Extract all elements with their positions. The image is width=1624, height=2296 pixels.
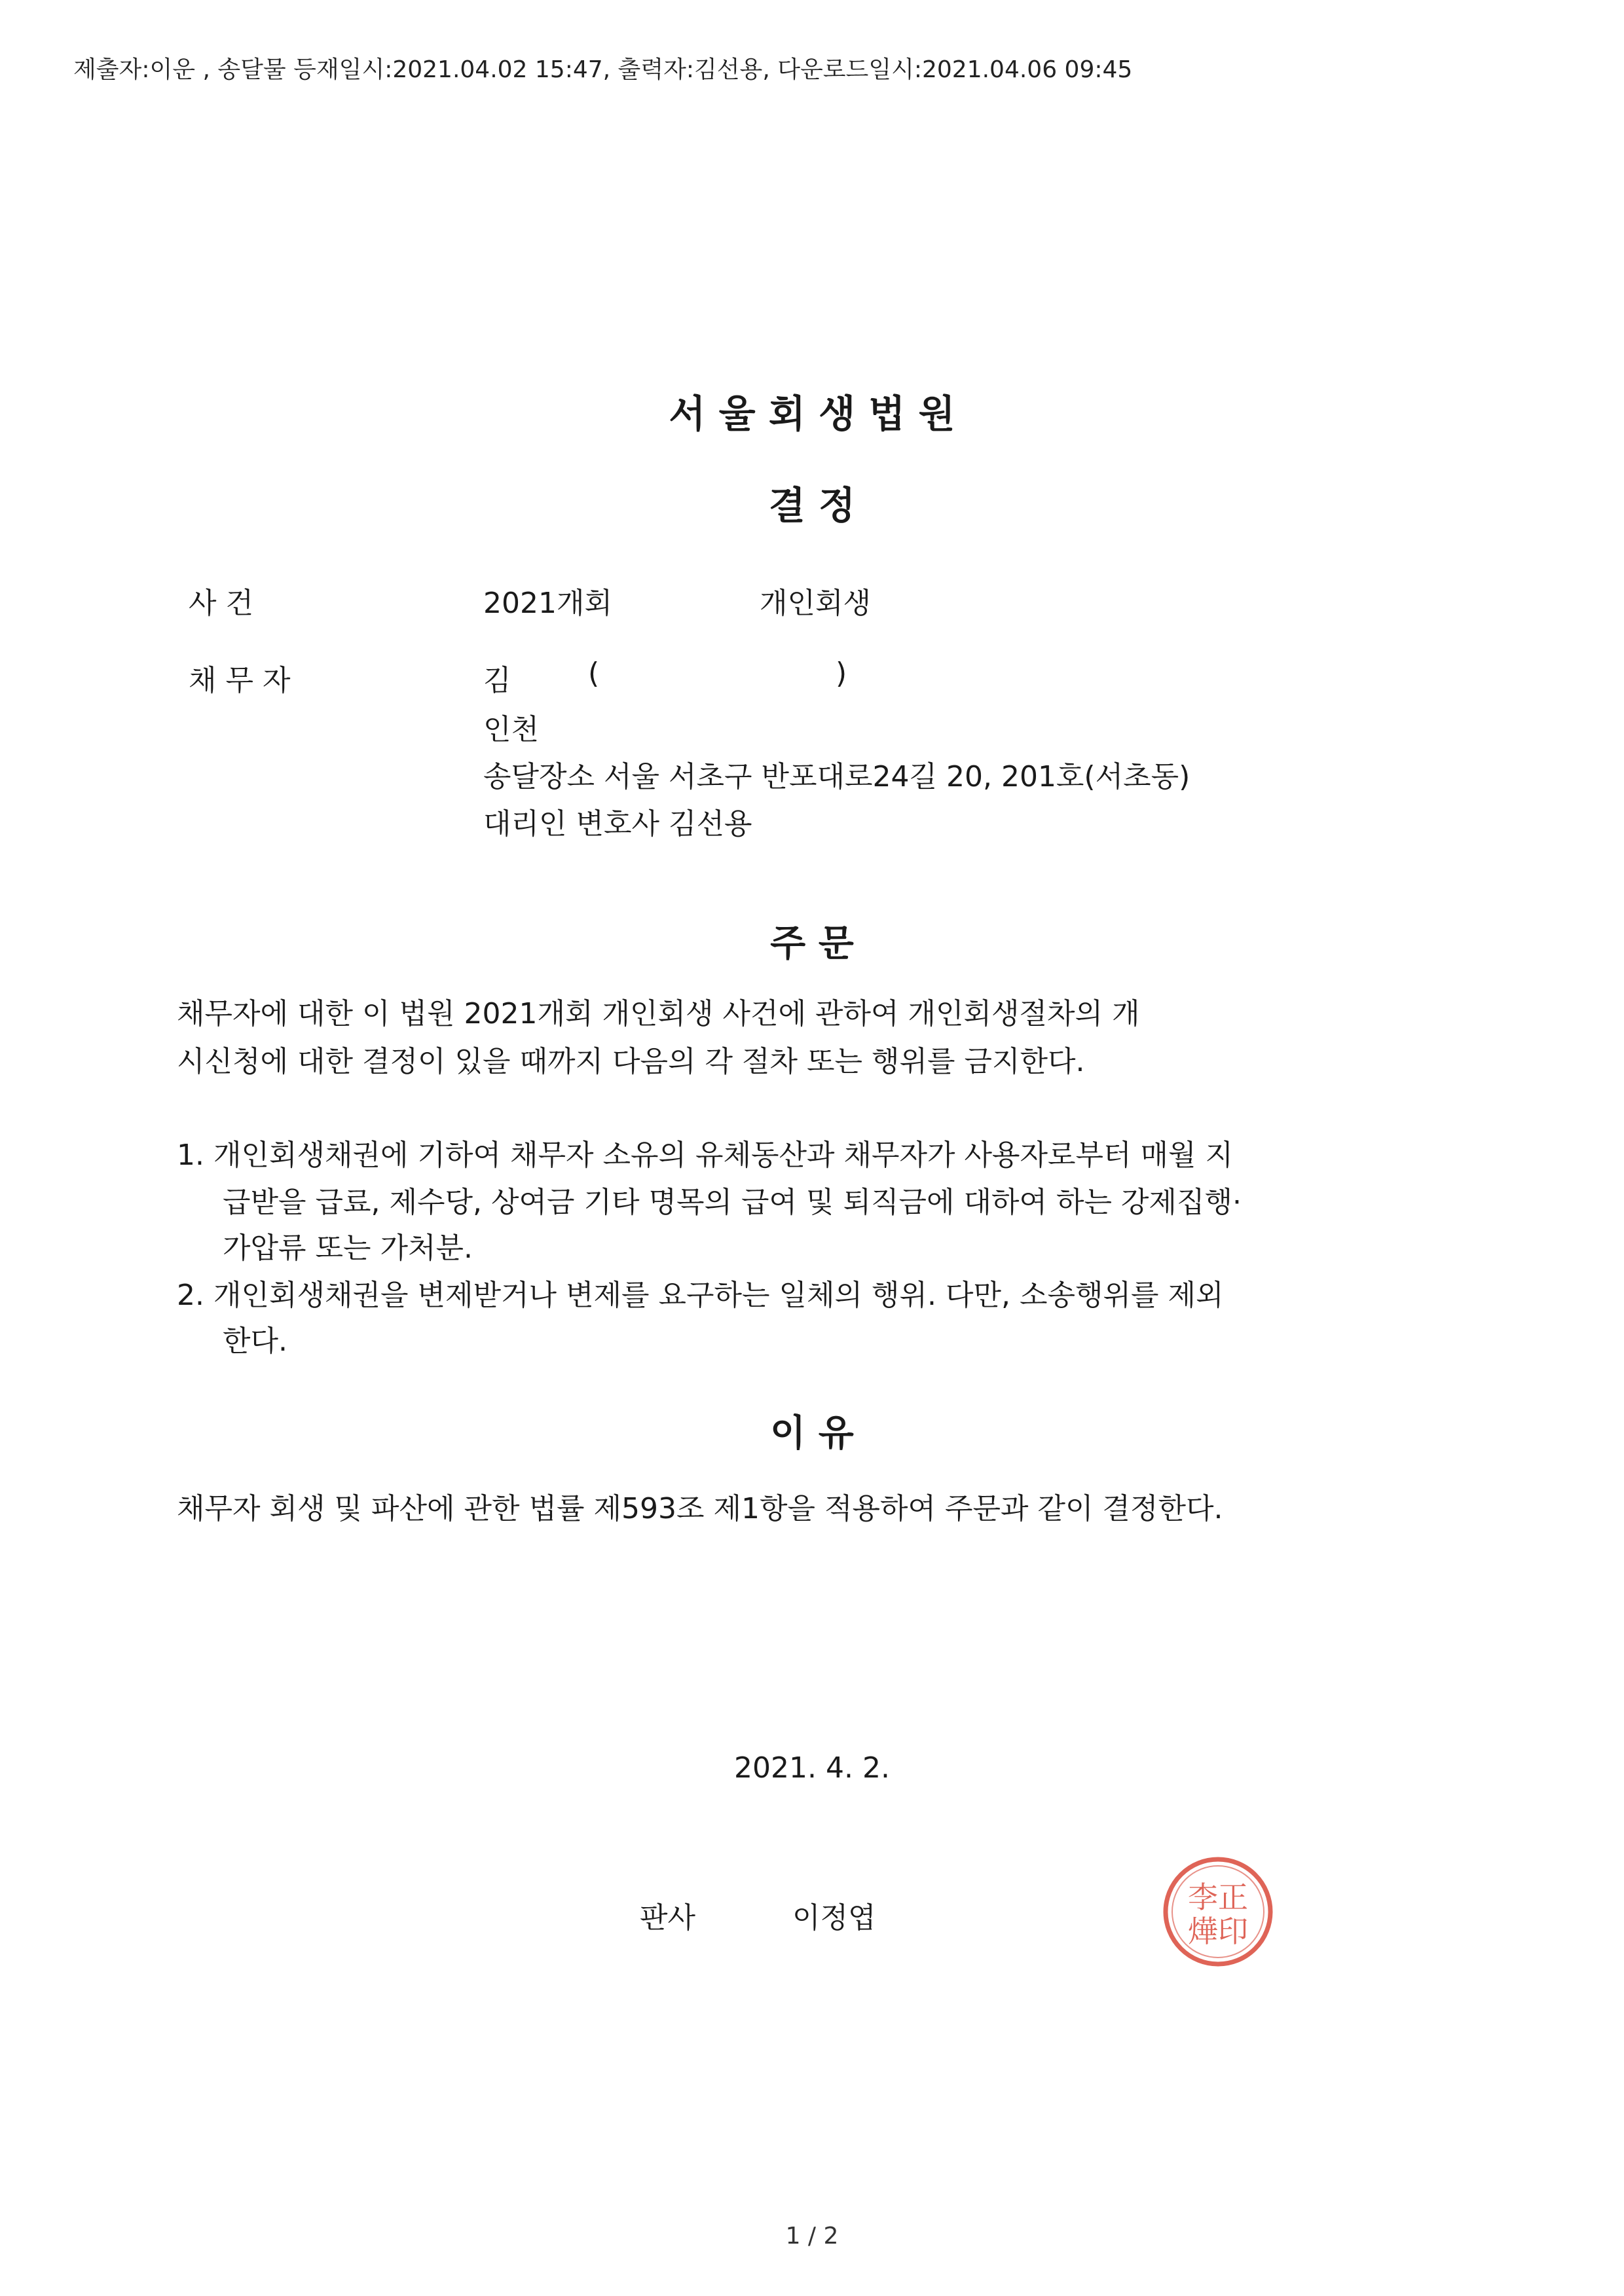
judge-title: 판사 xyxy=(640,1901,696,1935)
judge-name: 이정엽 xyxy=(792,1901,876,1935)
debtor-city: 인천 xyxy=(483,713,540,746)
service-address: 송달장소 서울 서초구 반포대로24길 20, 201호(서초동) xyxy=(483,760,1190,793)
reason-text: 채무자 회생 및 파산에 관한 법률 제593조 제1항을 적용하여 주문과 같이 결정한다. xyxy=(177,1492,1223,1525)
order-text-line: 시신청에 대한 결정이 있을 때까지 다음의 각 절차 또는 행위를 금지한다. xyxy=(177,1045,1085,1078)
order-item-2: 2. 개인회생채권을 변제받거나 변제를 요구하는 일체의 행위. 다만, 소송행위를 제외 xyxy=(177,1279,1224,1312)
case-number: 2021개회 xyxy=(483,587,612,620)
debtor-id-open: ( xyxy=(588,657,600,690)
case-label: 사 건 xyxy=(189,587,253,620)
debtor-id-close: ) xyxy=(836,657,847,690)
submission-info-header: 제출자:이운 , 송달물 등재일시:2021.04.02 15:47, 출력자:김선용, 다운로드일시:2021.04.06 09:45 xyxy=(73,56,1133,83)
debtor-name: 김 xyxy=(483,664,511,697)
document-type-title: 결 정 xyxy=(768,483,856,528)
reason-heading: 이 유 xyxy=(770,1412,854,1455)
order-item-1: 1. 개인회생채권에 기하여 채무자 소유의 유체동산과 채무자가 사용자로부터 매월 지 xyxy=(177,1139,1233,1172)
order-item-1-continued: 급받을 급료, 제수당, 상여금 기타 명목의 급여 및 퇴직금에 대하여 하는 강제집행· xyxy=(223,1186,1242,1219)
order-item-1-continued: 가압류 또는 가처분. xyxy=(223,1231,473,1265)
page-number: 1 / 2 xyxy=(785,2223,839,2250)
order-item-2-continued: 한다. xyxy=(223,1324,287,1358)
legal-agent: 대리인 변호사 김선용 xyxy=(483,807,752,841)
svg-text:李正: 李正 xyxy=(1188,1880,1248,1915)
debtor-label: 채 무 자 xyxy=(189,664,291,697)
svg-text:燁印: 燁印 xyxy=(1188,1914,1248,1949)
case-type: 개인회생 xyxy=(760,587,872,620)
court-name: 서 울 회 생 법 원 xyxy=(669,392,955,436)
order-heading: 주 문 xyxy=(770,922,854,965)
decision-date: 2021. 4. 2. xyxy=(734,1751,890,1785)
judge-seal-stamp xyxy=(1159,1853,1277,1971)
order-text-line: 채무자에 대한 이 법원 2021개회 개인회생 사건에 관하여 개인회생절차의 개 xyxy=(177,997,1140,1030)
